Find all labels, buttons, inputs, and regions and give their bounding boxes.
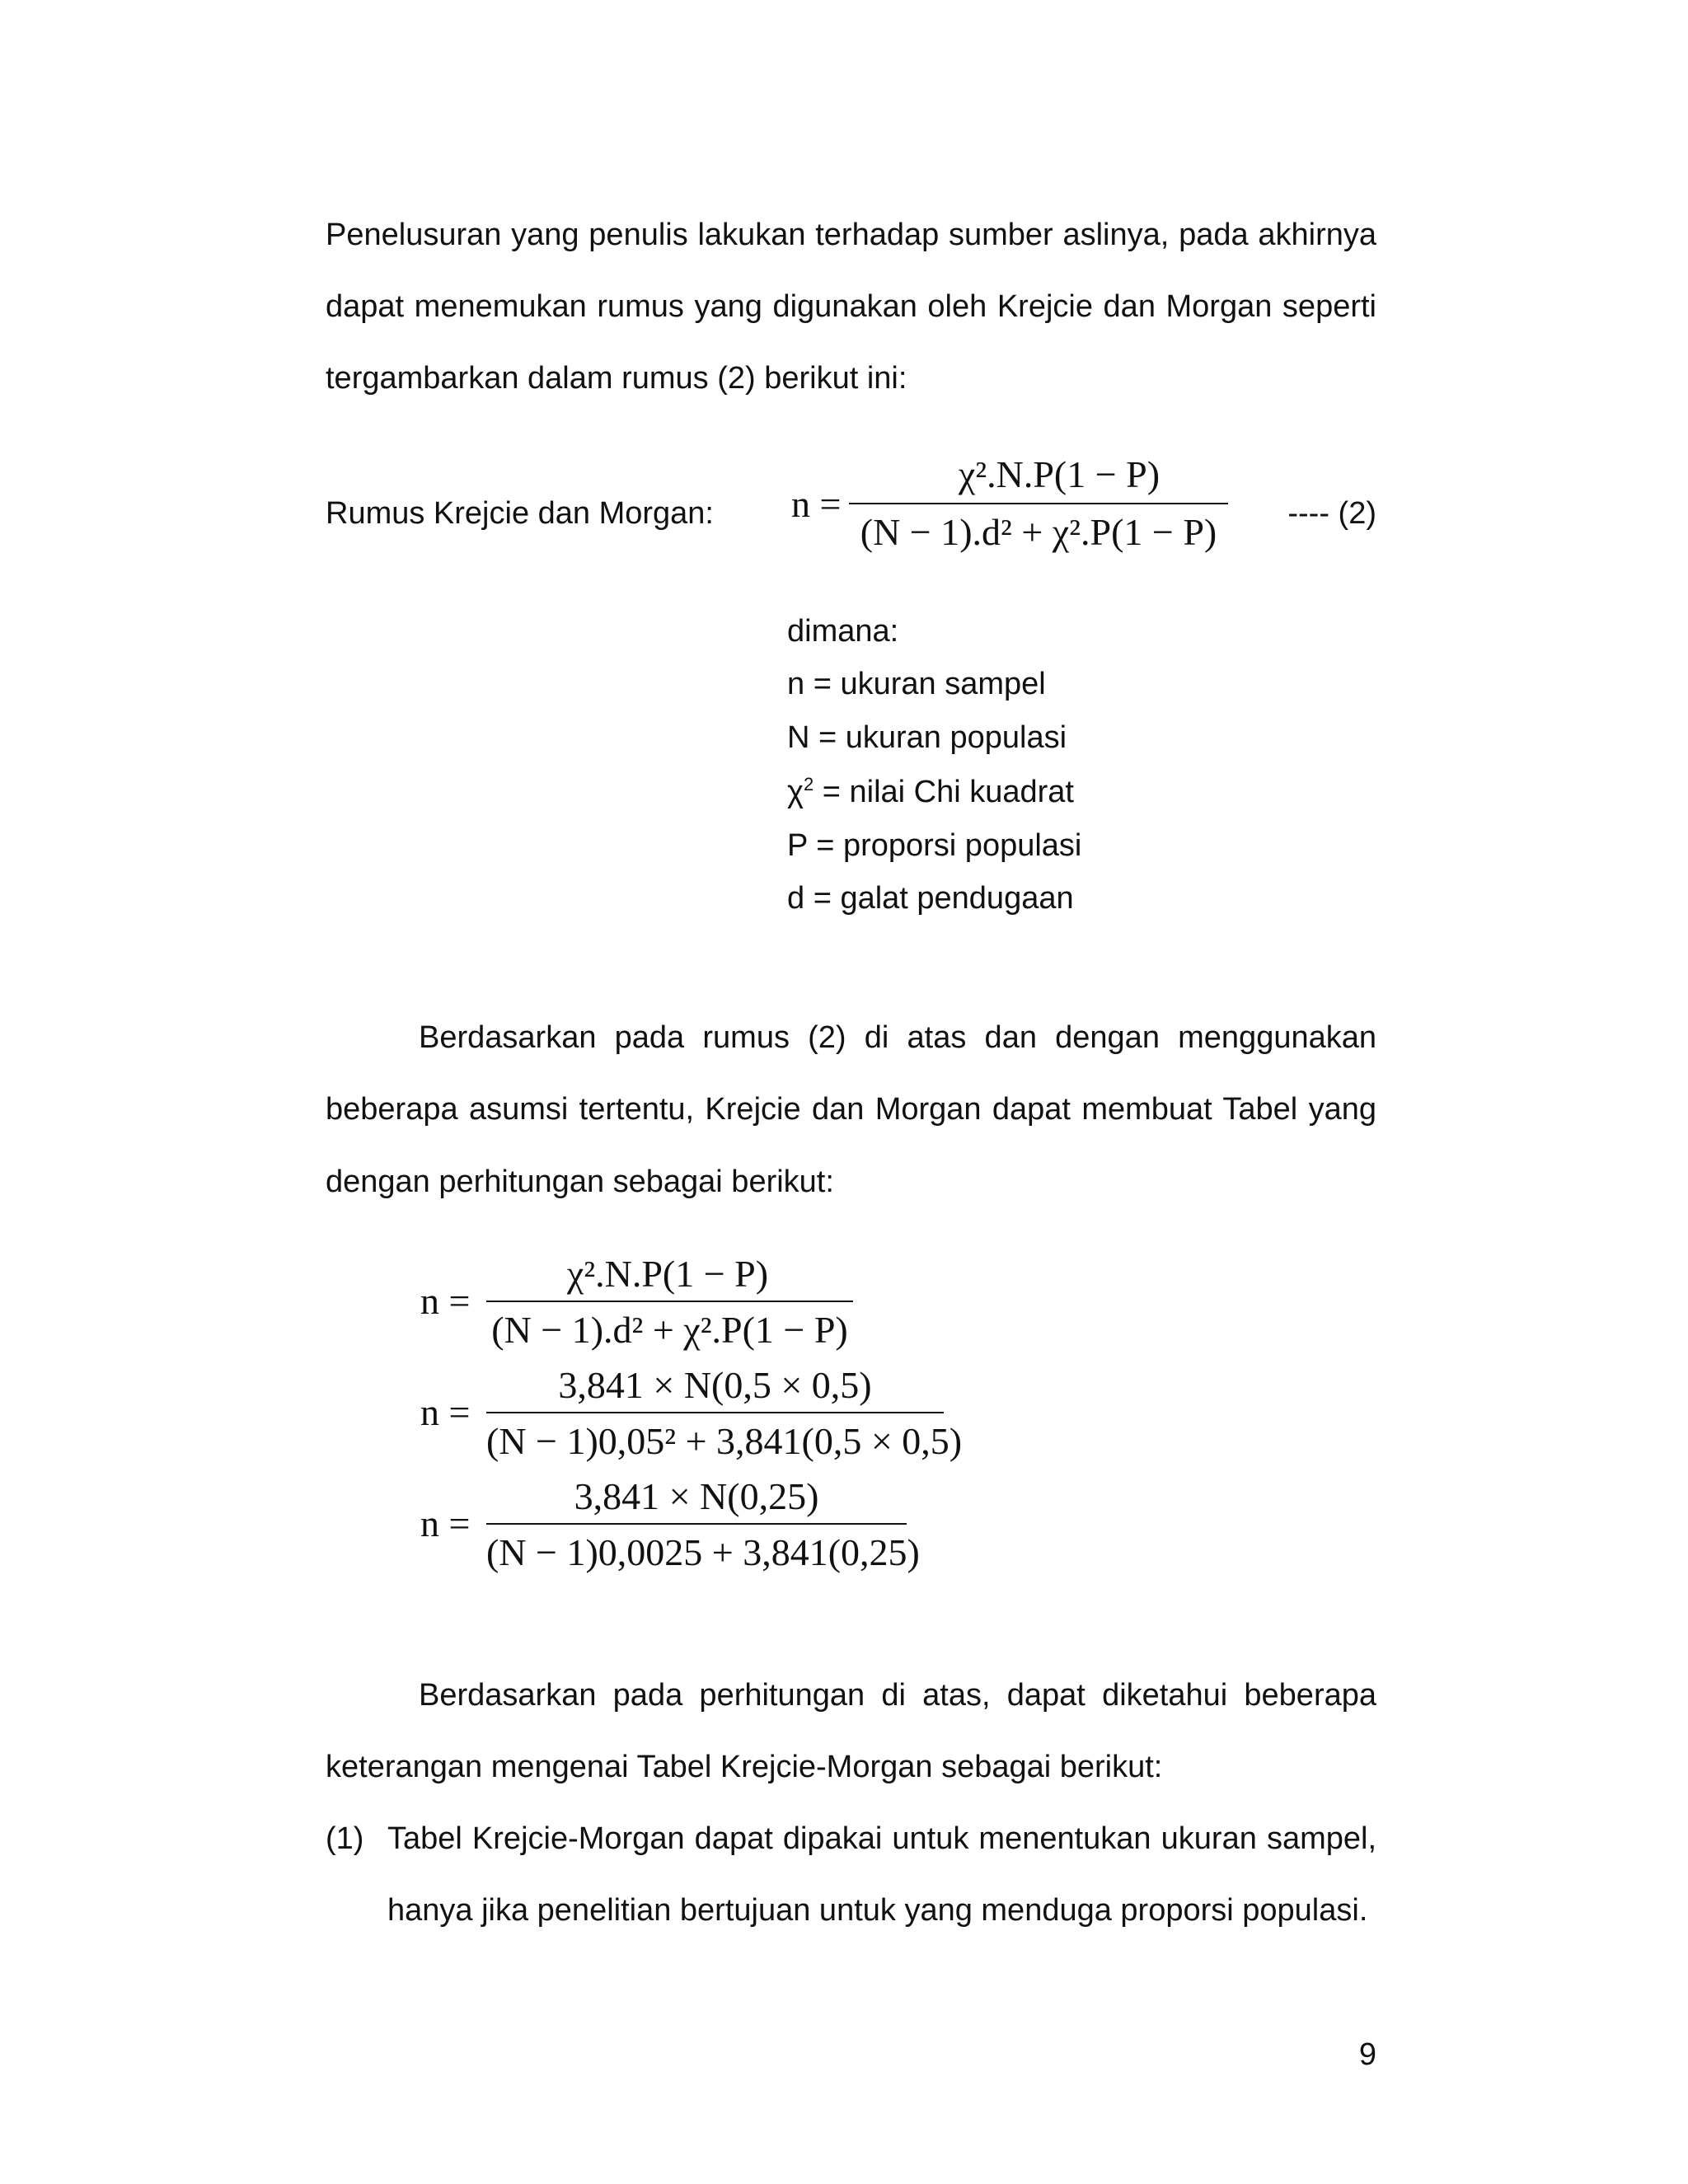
calc-3-denominator: (N − 1)0,0025 + 3,841(0,25) (486, 1531, 920, 1573)
calc-3-numerator: 3,841 × N(0,25) (574, 1475, 819, 1517)
chi-description: = nilai Chi kuadrat (822, 775, 1074, 809)
definition-d: d = galat pendugaan (787, 881, 1074, 916)
paragraph2-line-2: beberapa asumsi tertentu, Krejcie dan Morgan dapat membuat Tabel yang (326, 1092, 1376, 1127)
definition-N: N = ukuran populasi (787, 720, 1067, 755)
calc-1-fraction-bar (486, 1301, 853, 1302)
calc-3-lhs: n = (420, 1502, 471, 1544)
list-item-line-1: Tabel Krejcie-Morgan dapat dipakai untuk menentukan ukuran sampel, (387, 1821, 1376, 1856)
formula-number: ---- (2) (1287, 496, 1376, 531)
calc-2-lhs: n = (420, 1391, 471, 1433)
formula-numerator: χ².N.P(1 − P) (958, 453, 1160, 495)
paragraph2-line-1: Berdasarkan pada rumus (2) di atas dan dengan menggunakan (419, 1020, 1376, 1055)
definition-chi (787, 773, 1074, 811)
calc-2-numerator: 3,841 × N(0,5 × 0,5) (558, 1364, 872, 1406)
formula-label: Rumus Krejcie dan Morgan: (326, 496, 714, 531)
formula-denominator: (N − 1).d² + χ².P(1 − P) (860, 511, 1217, 553)
paragraph1-line-2: dapat menemukan rumus yang digunakan oleh Krejcie dan Morgan seperti (326, 289, 1376, 324)
definition-P: P = proporsi populasi (787, 828, 1082, 863)
calc-3-fraction-bar (486, 1523, 907, 1525)
definitions-heading: dimana: (787, 614, 899, 649)
chi-symbol: χ (787, 775, 804, 809)
chi-superscript: 2 (803, 774, 814, 794)
list-item-number: (1) (326, 1821, 364, 1856)
list-item-line-2: hanya jika penelitian bertujuan untuk yang menduga proporsi populasi. (387, 1893, 1368, 1928)
calc-2-denominator: (N − 1)0,05² + 3,841(0,5 × 0,5) (486, 1420, 963, 1462)
formula-fraction-bar (849, 503, 1228, 504)
paragraph2-line-3: dengan perhitungan sebagai berikut: (326, 1165, 834, 1199)
calc-1-numerator: χ².N.P(1 − P) (566, 1253, 769, 1295)
paragraph1-line-3: tergambarkan dalam rumus (2) berikut ini: (326, 361, 907, 396)
calc-1-denominator: (N − 1).d² + χ².P(1 − P) (491, 1309, 848, 1351)
calc-1-lhs: n = (420, 1280, 471, 1322)
page-number: 9 (1358, 2037, 1376, 2072)
formula-lhs: n = (791, 483, 842, 525)
paragraph3-line-1: Berdasarkan pada perhitungan di atas, dapat diketahui beberapa (419, 1678, 1376, 1713)
definition-n: n = ukuran sampel (787, 667, 1046, 701)
paragraph1-line-1: Penelusuran yang penulis lakukan terhadap sumber aslinya, pada akhirnya (326, 218, 1376, 252)
paragraph3-line-2: keterangan mengenai Tabel Krejcie-Morgan sebagai berikut: (326, 1750, 1163, 1784)
calc-2-fraction-bar (486, 1412, 944, 1413)
